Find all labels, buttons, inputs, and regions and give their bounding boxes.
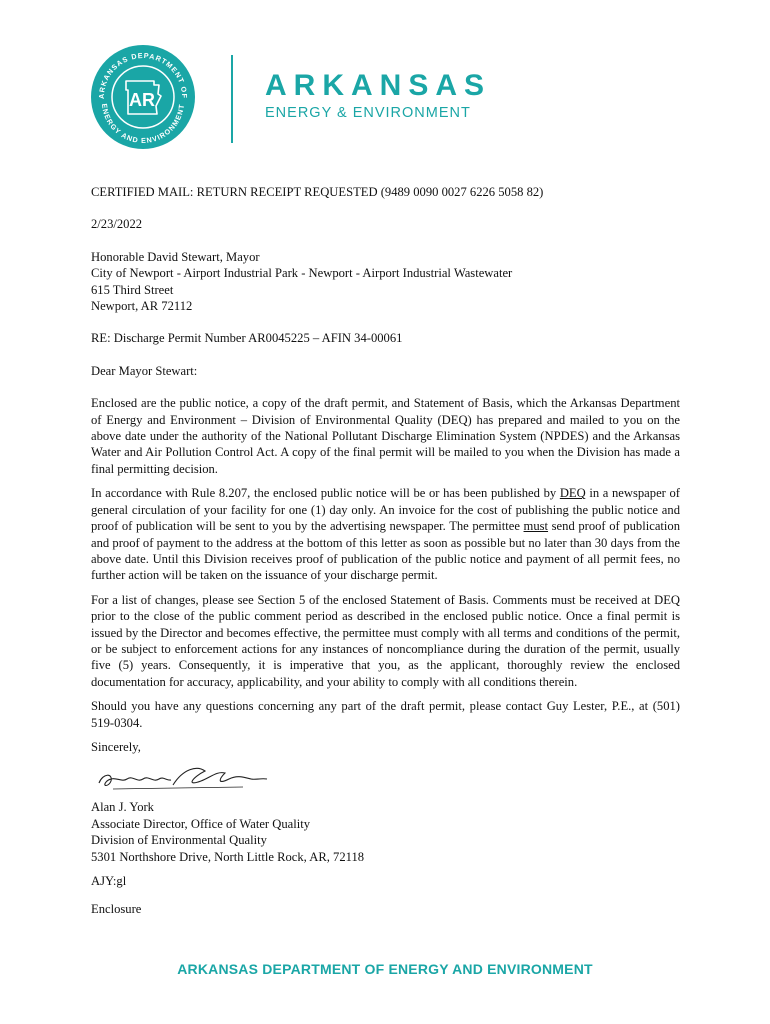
letter-body xyxy=(91,184,680,918)
paragraph-1: Enclosed are the public notice, a copy of the draft permit, and Statement of Basis, which the Arkansas Department of Energy and Environment – Division of Environmental Quality (DEQ) has prepared and mailed to you on the above date under the authority of the National Pollutant Discharge Elimination System (NPDES) and the Arkansas Water and Air Pollution Control Act. A copy of the final permit will be mailed to you when the Division has made a final permitting decision. xyxy=(91,396,680,476)
signer-line: Alan J. York xyxy=(91,800,154,815)
subject-line: RE: Discharge Permit Number AR0045225 – AFIN 34-00061 xyxy=(91,331,403,346)
paragraph-3: For a list of changes, please see Section 5 of the enclosed Statement of Basis. Comments must be received at DEQ prior to the close of the public comment period as described in the enclosed public notice. Once a final permit is issued by the Director and becomes effective, the permittee must comply with all terms and conditions of the permit, or be subject to enforcement actions for any instances of noncompliance during the duration of the permit, usually five (5) years. Consequently, it is imperative that you, as the applicant, thoroughly review the enclosed documentation for accuracy, applicability, and your ability to comply with all conditions therein. xyxy=(91,592,680,689)
department-seal-logo xyxy=(90,44,196,150)
address-line: 615 Third Street xyxy=(91,282,174,297)
svg-text:AR: AR xyxy=(129,90,155,110)
closing: Sincerely, xyxy=(91,739,141,754)
handwritten-signature xyxy=(91,755,680,799)
paragraph-2-text: send proof of publication and proof of payment to the address at the bottom of this letter as soon as possible but no later than 30 days from the above date. Until this Division receives proof of publication of the public notice and payment of all permit fees, no further action will be taken on the issuance of your discharge permit. xyxy=(91,519,680,583)
signature-block xyxy=(91,799,680,865)
brand-name: ARKANSAS xyxy=(265,69,492,102)
svg-text:ARKANSAS DEPARTMENT OF: ARKANSAS DEPARTMENT OF xyxy=(96,50,190,100)
brand-wordmark xyxy=(265,70,491,121)
footer-department-name: ARKANSAS DEPARTMENT OF ENERGY AND ENVIRONMENT xyxy=(177,961,593,977)
signer-line: Division of Environmental Quality xyxy=(91,833,267,848)
certified-mail-line: CERTIFIED MAIL: RETURN RECEIPT REQUESTED (9489 0090 0027 6226 5058 82) xyxy=(91,185,544,199)
signer-line: 5301 Northshore Drive, North Little Rock, AR, 72118 xyxy=(91,849,365,864)
underlined-must: must xyxy=(523,519,549,534)
letter-date: 2/23/2022 xyxy=(91,217,143,232)
paragraph-2-text: in a newspaper of general circulation of your facility for one (1) day only. An invoice for the cost of publishing the public notice and proof of publication will be sent to you by the advertising newspaper. The permittee xyxy=(91,486,680,534)
address-line: Newport, AR 72112 xyxy=(91,299,193,314)
svg-text:ENERGY AND ENVIRONMENT: ENERGY AND ENVIRONMENT xyxy=(99,103,187,146)
brand-subtitle: ENERGY & ENVIRONMENT xyxy=(265,105,471,121)
recipient-address xyxy=(91,249,680,315)
header-divider xyxy=(231,55,233,143)
enclosure-note: Enclosure xyxy=(91,902,142,917)
address-line: City of Newport - Airport Industrial Park - Newport - Airport Industrial Wastewater xyxy=(91,266,513,281)
underlined-deq: DEQ xyxy=(559,486,586,501)
signer-line: Associate Director, Office of Water Quality xyxy=(91,816,311,831)
paragraph-4: Should you have any questions concerning any part of the draft permit, please contact Guy Lester, P.E., at (501) 519-0304. xyxy=(91,699,680,730)
address-line: Honorable David Stewart, Mayor xyxy=(91,249,260,264)
paragraph-2-text: In accordance with Rule 8.207, the enclosed public notice will be or has been published by xyxy=(91,486,560,501)
paragraph-2 xyxy=(91,485,680,583)
salutation: Dear Mayor Stewart: xyxy=(91,363,198,378)
initials: AJY:gl xyxy=(91,874,127,888)
